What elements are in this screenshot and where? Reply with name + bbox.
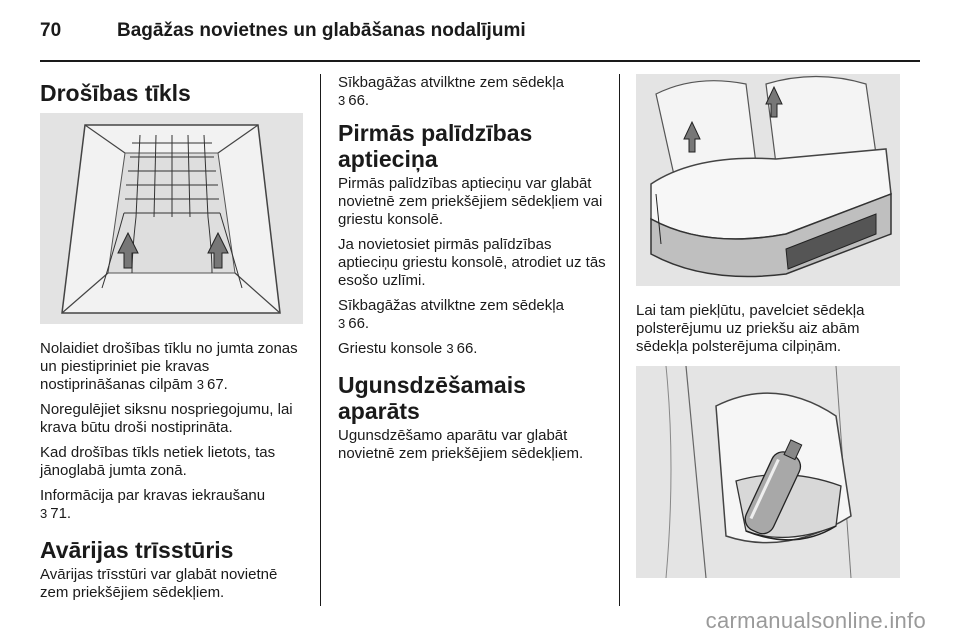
paragraph-drawer-ref-2: Sīkbagāžas atvilktne zem sēdekļa 3 66.: [338, 297, 564, 332]
reference-arrow-icon: 3: [338, 316, 346, 331]
heading-safety-net: Drošības tīkls: [40, 80, 191, 106]
page-number: 70: [40, 20, 62, 41]
column-1: [40, 70, 303, 609]
paragraph-first-aid-storage: Pirmās palīdzības aptieciņu var glabāt novietnē zem priekšējiem sēdekļiem vai griestu konsolē.: [338, 175, 603, 228]
heading-warning-triangle: Avārijas trīsstūris: [40, 537, 234, 563]
page-reference[interactable]: 66.: [348, 92, 370, 109]
paragraph-store-net: Kad drošības tīkls netiek lietots, tas jānoglabā jumta zonā.: [40, 444, 276, 479]
paragraph-triangle-storage: Avārijas trīsstūri var glabāt novietnē zem priekšējiem sēdekļiem.: [40, 566, 278, 601]
page-header: [40, 18, 920, 54]
reference-arrow-icon: 3: [40, 506, 48, 521]
reference-arrow-icon: 3: [446, 341, 454, 356]
reference-arrow-icon: 3: [196, 377, 204, 392]
paragraph-drawer-ref: Sīkbagāžas atvilktne zem sēdekļa 3 66.: [338, 74, 564, 109]
page-reference[interactable]: 71.: [50, 505, 72, 522]
paragraph-attach-net: Nolaidiet drošības tīklu no jumta zonas un piestipriniet pie kravas nostiprināšanas cilpām 3 67.: [40, 340, 298, 393]
paragraph-access-instructions: Lai tam piekļūtu, pavelciet sēdekļa polsterējumu uz priekšu aiz abām sēdekļa polsterējuma cilpiņām.: [636, 302, 865, 355]
seat-cushion-illustration: [636, 74, 900, 286]
page-reference[interactable]: 66.: [456, 340, 478, 357]
reference-arrow-icon: 3: [338, 93, 346, 108]
paragraph-roof-console-sticker: Ja novietosiet pirmās palīdzības aptieciņu griestu konsolē, atrodiet uz tās esošo uzlīmi.: [338, 236, 606, 289]
page-reference[interactable]: 67.: [206, 376, 228, 393]
column-3: [636, 74, 900, 578]
watermark: carmanualsonline.info: [705, 608, 926, 633]
heading-fire-extinguisher: Ugunsdzēšamais aparāts: [338, 372, 526, 424]
paragraph-loading-info: Informācija par kravas iekraušanu 3 71.: [40, 487, 266, 522]
page-reference[interactable]: 66.: [348, 315, 370, 332]
paragraph-extinguisher-storage: Ugunsdzēšamo aparātu var glabāt novietnē zem priekšējiem sēdekļiem.: [338, 427, 584, 462]
page-title: Bagāžas novietnes un glabāšanas nodalījumi: [117, 20, 526, 41]
column-divider-1: [320, 74, 321, 606]
header-rule: [40, 60, 920, 62]
paragraph-roof-console-ref: Griestu konsole 3 66.: [338, 340, 478, 357]
extinguisher-illustration: [636, 366, 900, 578]
heading-first-aid-kit: Pirmās palīdzības aptieciņa: [338, 120, 533, 172]
paragraph-adjust-strap: Noregulējiet siksnu nospriegojumu, lai krava būtu droši nostiprināta.: [40, 401, 293, 436]
column-divider-2: [619, 74, 620, 606]
column-2: [338, 74, 606, 470]
safety-net-illustration: [40, 113, 303, 324]
